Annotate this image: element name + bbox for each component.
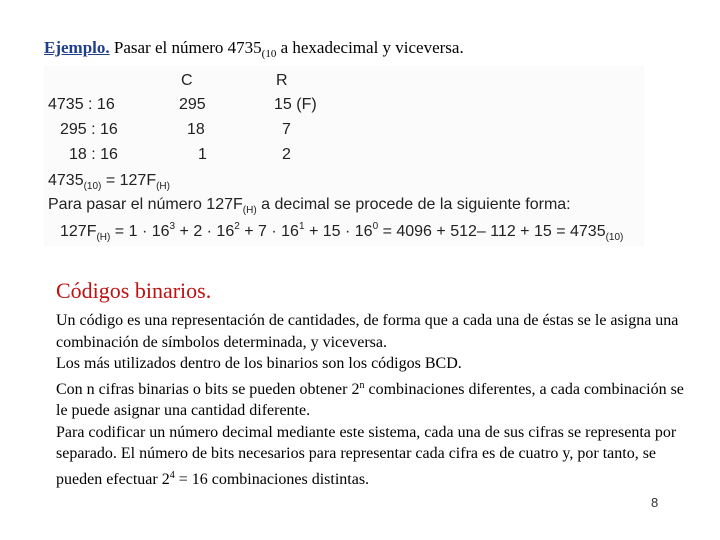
conversion-image [44, 66, 644, 246]
superscript: 4 [169, 469, 175, 481]
example-text: Pasar el número 4735 [109, 38, 262, 57]
formula-term: + 15 · 16 [304, 223, 373, 240]
reverse-intro-base: (H) [242, 205, 257, 216]
reverse-intro-text-end: a decimal se procede de la siguiente forma: [256, 196, 571, 213]
remainder-cell: 7 [282, 121, 291, 138]
example-label: Ejemplo. [44, 38, 110, 57]
formula-term: + 2 · 16 [175, 223, 235, 240]
paragraph-text: Para codificar un número decimal mediante este sistema, cada una de sus cifras se representa por separado. El número de bits necesarios para representar cada cifra es de cuatro y, por tanto, se pueden efectuar 2 [56, 423, 677, 488]
paragraph-text: = 16 combinaciones distintas. [174, 470, 370, 488]
paragraph: Un código es una representación de cantidades, de forma que a cada una de éstas se le asigna una combinación de símbolos determinada, y viceversa. [56, 312, 679, 351]
paragraph-text: Con n cifras binarias o bits se pueden obtener 2 [56, 380, 360, 398]
result-eq: = 127F [101, 172, 157, 189]
remainder-cell: 15 (F) [274, 96, 317, 113]
formula-tail-base: (10) [605, 232, 624, 243]
example-base: (10 [261, 48, 277, 60]
result-lhs-base: (10) [83, 181, 102, 192]
header-r: R [276, 72, 288, 89]
example-text-end: a hexadecimal y viceversa. [276, 38, 464, 57]
remainder-cell: 2 [282, 146, 291, 163]
formula-tail: = 4096 + 512– 112 + 15 = 4735 [378, 223, 606, 240]
page-number: 8 [651, 495, 659, 510]
example-line [44, 38, 464, 60]
formula-exponent: 3 [169, 221, 176, 232]
formula-lead: 127F [60, 223, 97, 240]
reverse-intro [48, 196, 571, 216]
division-cell: 18 : 16 [69, 146, 118, 163]
superscript: n [359, 379, 365, 391]
formula-exponent: 1 [298, 221, 305, 232]
formula-exponent: 2 [234, 221, 240, 232]
body-text [56, 310, 686, 490]
result-rhs-base: (H) [156, 181, 170, 192]
reverse-intro-text: Para pasar el número 127F [48, 196, 243, 213]
result-line [48, 172, 170, 192]
quotient-cell: 18 [187, 121, 205, 138]
formula-line [60, 221, 623, 243]
division-cell: 4735 : 16 [48, 96, 115, 113]
formula-exponent: 0 [372, 221, 379, 232]
paragraph [56, 422, 686, 491]
formula-term: = 1 · 16 [110, 223, 170, 240]
paragraph: Los más utilizados dentro de los binarios son los códigos BCD. [56, 355, 462, 372]
formula-lead-base: (H) [96, 232, 111, 243]
section-heading: Códigos binarios. [56, 278, 212, 303]
result-lhs: 4735 [48, 172, 84, 189]
division-cell: 295 : 16 [60, 121, 118, 138]
quotient-cell: 295 [179, 96, 206, 113]
formula-term: + 7 · 16 [239, 223, 299, 240]
paragraph [56, 375, 686, 422]
paragraph-text: combinaciones diferentes, a cada combinación se le puede asignar una cantidad diferente. [56, 380, 684, 419]
header-c: C [181, 72, 193, 89]
quotient-cell: 1 [198, 146, 207, 163]
